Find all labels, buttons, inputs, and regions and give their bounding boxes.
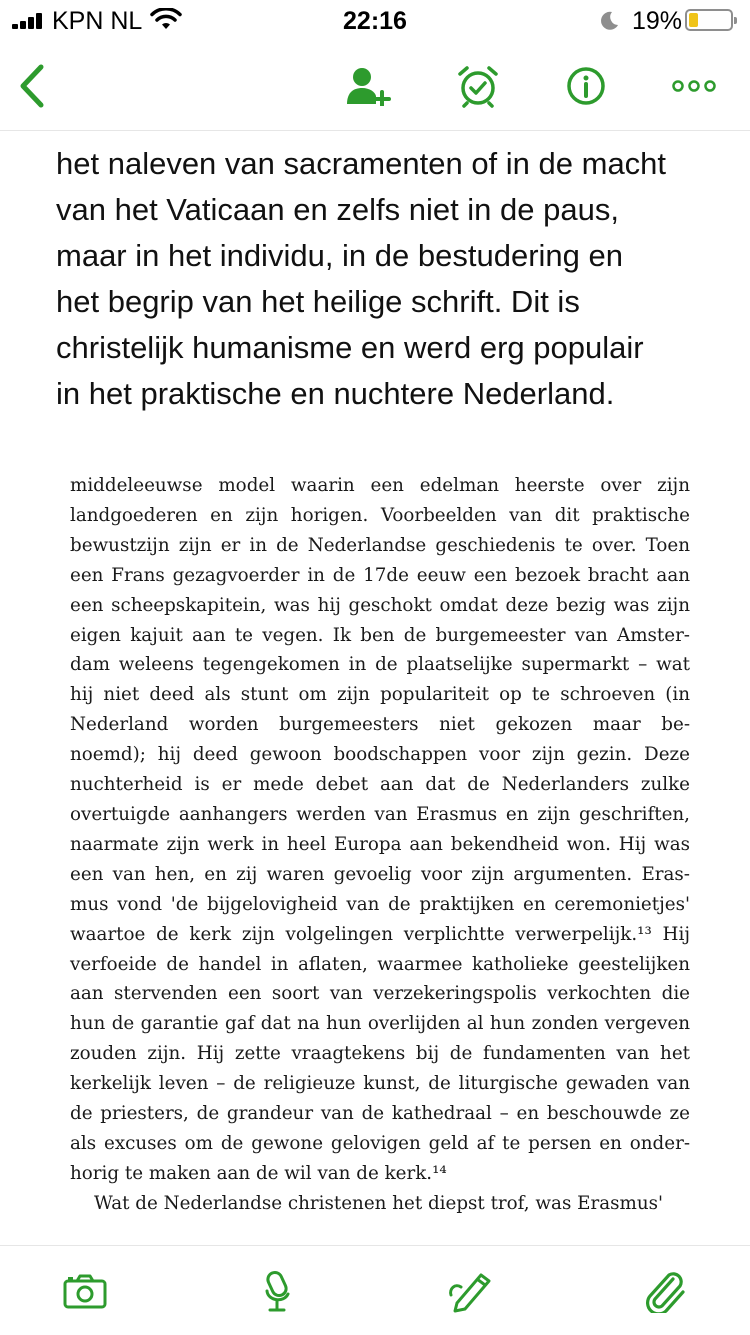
- scan-line: een van hen, en zij waren gevoelig voor zijn argumenten. Eras-: [70, 863, 690, 885]
- reminder-button[interactable]: [450, 58, 506, 114]
- scan-line: de priesters, de grandeur van de kathedraal – en beschouwde ze: [70, 1103, 690, 1125]
- scan-line: zouden zijn. Hij zette vraagtekens bij de fundamenten van het: [70, 1043, 690, 1065]
- scan-line: als excuses om de gewone gelovigen geld af te persen en onder-: [70, 1132, 690, 1154]
- scan-line: eigen kajuit aan te vegen. Ik ben de burgemeester van Amster-: [70, 624, 690, 646]
- scan-line: dam weleens tegengekomen in de plaatselijke supermarkt – wat: [70, 654, 690, 676]
- pen-icon: [447, 1269, 495, 1313]
- scan-line: nuchterheid is er mede debet aan dat de Nederlanders zulke: [70, 774, 690, 796]
- note-line: maar in het individu, in de bestudering en: [56, 238, 623, 273]
- paperclip-icon: [643, 1269, 687, 1313]
- note-line: het begrip van het heilige schrift. Dit is: [56, 284, 580, 319]
- scan-line: Wat de Nederlandse christenen het diepst trof, was Erasmus': [94, 1192, 664, 1214]
- scanned-page-image[interactable]: [70, 471, 690, 1219]
- note-line: het naleven van sacramenten of in de macht: [56, 146, 667, 181]
- moon-icon: [598, 10, 620, 32]
- note-line: christelijk humanisme en werd erg populair: [56, 330, 644, 365]
- scan-line: een scheepskapitein, was hij geschokt omdat deze bezig was zijn: [70, 594, 690, 616]
- note-toolbar: [0, 40, 750, 131]
- sketch-button[interactable]: [446, 1266, 496, 1316]
- microphone-icon: [260, 1269, 294, 1313]
- note-body-text[interactable]: [56, 141, 716, 417]
- attach-button[interactable]: [640, 1266, 690, 1316]
- scan-line: landgoederen en zijn horigen. Voorbeelden van dit praktische: [70, 504, 690, 526]
- scan-line: overtuigde aanhangers werden van Erasmus en zijn geschriften,: [70, 803, 690, 825]
- camera-button[interactable]: [60, 1266, 110, 1316]
- clock: 22:16: [343, 7, 407, 35]
- scan-line: aan stervenden een soort van verzekeringspolis verkochten die: [70, 983, 690, 1005]
- scan-line: hun de garantie gaf dat na hun overlijden al hun zonden vergeven: [70, 1013, 690, 1035]
- attachment-toolbar: [0, 1245, 750, 1335]
- add-person-icon: [345, 66, 391, 106]
- carrier-label: KPN NL: [52, 7, 143, 35]
- note-content[interactable]: [0, 131, 750, 1245]
- note-line: van het Vaticaan en zelfs niet in de paus,: [56, 192, 619, 227]
- scan-line: horig te maken aan de wil van de kerk.¹⁴: [70, 1162, 447, 1184]
- scan-line: verfoeide de handel in aflaten, waarmee katholieke geestelijken: [70, 953, 690, 975]
- scan-line: bewustzijn zijn er in de Nederlandse geschiedenis te over. Toen: [70, 534, 690, 556]
- scan-line: Nederland worden burgemeesters niet gekozen maar be-: [70, 714, 690, 736]
- camera-icon: [63, 1273, 107, 1309]
- info-icon: [566, 66, 606, 106]
- note-line: in het praktische en nuchtere Nederland.: [56, 376, 615, 411]
- more-button[interactable]: [666, 58, 722, 114]
- scan-line: kerkelijk leven – de religieuze kunst, de liturgische gewaden van: [70, 1073, 690, 1095]
- more-icon: [672, 79, 716, 93]
- scan-line: middeleeuwse model waarin een edelman heerste over zijn: [70, 475, 690, 496]
- battery-icon: [685, 9, 733, 31]
- battery-percent: 19%: [632, 7, 683, 35]
- audio-button[interactable]: [252, 1266, 302, 1316]
- alarm-icon: [456, 64, 500, 108]
- scan-line: naarmate zijn werk in heel Europa aan bekendheid won. Hij was: [70, 833, 690, 855]
- back-icon: [17, 63, 47, 109]
- status-bar: [0, 0, 750, 40]
- back-button[interactable]: [4, 58, 60, 114]
- scan-line: mus vond 'de bijgelovigheid van de praktijken en ceremonietjes': [70, 893, 690, 915]
- scan-line: hij niet deed als stunt om zijn populariteit op te schroeven (in: [70, 684, 690, 706]
- scan-line: een Frans gezagvoerder in de 17de eeuw een bezoek bracht aan: [70, 564, 690, 586]
- share-person-button[interactable]: [340, 58, 396, 114]
- info-button[interactable]: [558, 58, 614, 114]
- scan-line: waartoe de kerk zijn volgelingen verplichtte verwerpelijk.¹³ Hij: [70, 923, 690, 945]
- scan-line: noemd); hij deed gewoon boodschappen voor zijn gezin. Deze: [70, 744, 690, 766]
